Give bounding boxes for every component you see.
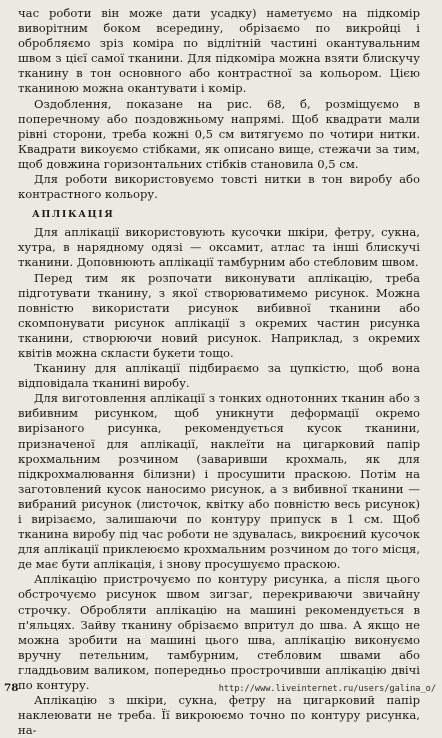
watermark-url: http://www.liveinternet.ru/users/galina_o/ <box>218 684 436 694</box>
paragraph-leather-applique: Аплікацію з шкіри, сукна, фетру на цигарковий папір наклеювати не треба. Її викроюємо точно по контуру рисунка, на- <box>18 693 420 738</box>
paragraph-thin-fabrics: Для виготовлення аплікації з тонких однотонних тканин або з вибивним рисунком, щоб уникнути деформації окремо вирізаного рисунка, рекомендується кусок тканини, призначеної для аплікації, наклеїти на цигарковий папір крохмальним розчином (заваривши крохмаль, як для підкрохмалювання білизни) і просушити праскою. Потім на заготовлений кусок наносимо рисунок, а з вибивної тканини — вибраний рисунок (листочок, квітку або повністю весь рисунок) і вирізаємо, залишаючи по контуру припуск в 1 см. Щоб тканина виробу під час роботи не здувалась, викроєний кусочок для аплікації приклеюємо крохмальним розчином до того місця, де має бути аплікація, і знову просушуємо праскою. <box>18 391 420 572</box>
paragraph-collar-continued: час роботи він може дати усадку) наметуємо на підкомір виворітним боком всередину, обрізаємо по викройці і обробляємо зріз коміра по відлітній частині окантувальним швом з цієї самої тканини. Для підкоміра можна взяти блискучу тканину в тон основного або контрастної за кольором. Цією тканиною можна окантувати і комір. <box>18 6 420 96</box>
paragraph-prepare-fabric: Перед тим як розпочати виконувати аплікацію, треба підготувати тканину, з якої створюватимемо рисунок. Можна повністю використати рисунок вибивної тканини або скомпонувати рисунок аплікації з окремих частин рисунка тканини, створюючи новий рисунок. Наприклад, з окремих квітів можна скласти букети тощо. <box>18 270 420 360</box>
paragraph-fabric-thickness: Тканину для аплікації підбираємо за цупкістю, щоб вона відповідала тканині виробу. <box>18 361 420 391</box>
page-number: 78 <box>4 682 19 694</box>
paragraph-stitching: Аплікацію пристрочуємо по контуру рисунка, а після цього обстрочуємо рисунок швом зигзаг, перекриваючи звичайну строчку. Обробляти аплікацію на машині рекомендується в п'яльцях. Зайву тканину обрізаємо впритул до шва. А якщо не можна зробити на машині цього шва, аплікацію виконуємо вручну петельним, тамбурним, стебловим швами або гладдьовим валиком, попередньо прострочивши аплікацію двічі по контуру. <box>18 572 420 693</box>
paragraph-applique-materials: Для аплікації використовують кусочки шкіри, фетру, сукна, хутра, в нарядному одязі — оксамит, атлас та інші блискучі тканини. Доповнюють аплікації тамбурним або стебловим швом. <box>18 225 420 270</box>
page-footer <box>4 680 436 694</box>
paragraph-threads: Для роботи використовуємо товсті нитки в тон виробу або контрастного кольору. <box>18 172 420 202</box>
paragraph-decoration: Оздоблення, показане на рис. 68, б, розміщуємо в поперечному або поздовжньому напрямі. Щоб квадрати мали рівні сторони, треба кожні 0,5 см витягуємо по чотири нитки. Квадрати викоуємо стібками, як описано вище, стежачи за тим, щоб довжина горизонтальних стібків становила 0,5 см. <box>18 96 420 171</box>
section-heading-applique: АПЛІКАЦІЯ <box>32 209 115 221</box>
